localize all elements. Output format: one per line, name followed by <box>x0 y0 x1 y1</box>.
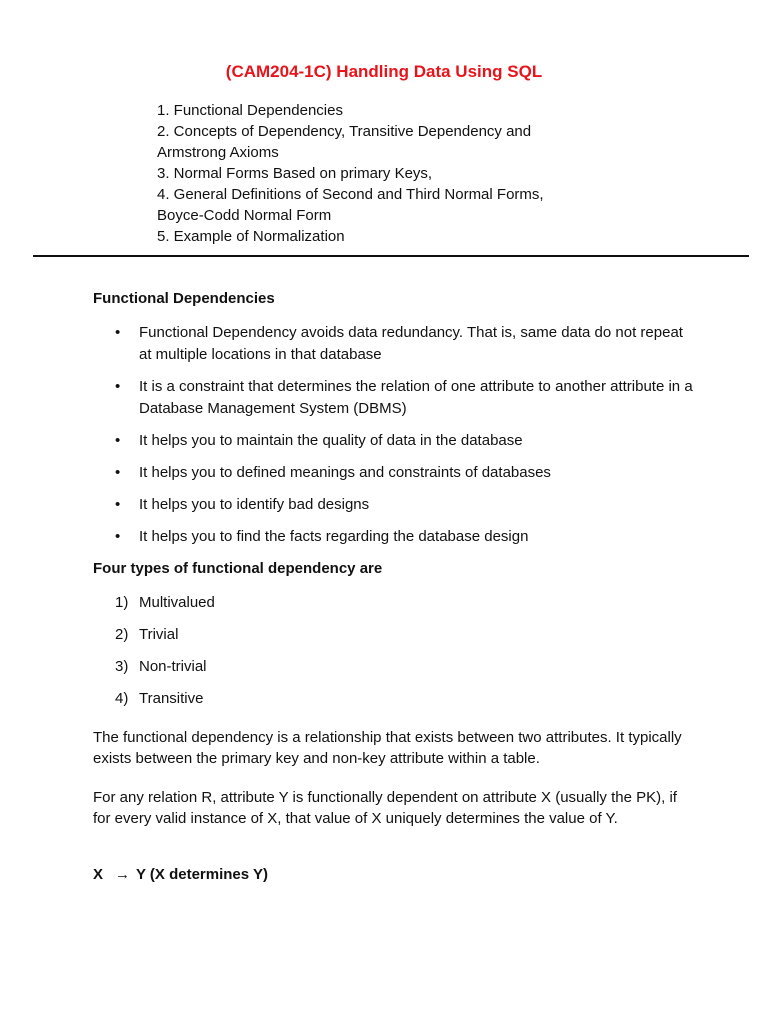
section-heading: Functional Dependencies <box>93 290 275 307</box>
list-text: Non-trivial <box>139 658 207 675</box>
types-heading: Four types of functional dependency are <box>93 560 383 577</box>
formula-right: Y (X determines Y) <box>136 866 269 883</box>
list-item <box>93 462 693 484</box>
bullet-text: It helps you to defined meanings and constraints of databases <box>139 464 551 481</box>
list-number: 4) <box>115 690 129 707</box>
toc-line: 3. Normal Forms Based on primary Keys, <box>157 165 433 182</box>
types-list <box>93 592 493 720</box>
list-number: 2) <box>115 626 129 643</box>
list-item <box>93 376 693 420</box>
bullet-icon: • <box>115 324 121 341</box>
list-item <box>93 656 493 688</box>
toc-line: 2. Concepts of Dependency, Transitive Dependency and <box>157 123 532 140</box>
toc-line: 4. General Definitions of Second and Third Normal Forms, <box>157 186 544 203</box>
bullet-list <box>93 322 693 548</box>
list-text: Transitive <box>139 690 204 707</box>
bullet-icon: • <box>115 378 121 395</box>
list-number: 3) <box>115 658 129 675</box>
page-title: (CAM204-1C) Handling Data Using SQL <box>225 62 543 81</box>
paragraph: For any relation R, attribute Y is functionally dependent on attribute X (usually the PK), if for every valid instance of X, that value of X uniquely determines the value of Y. <box>93 789 677 827</box>
list-number: 1) <box>115 594 129 611</box>
formula-left: X <box>93 866 104 883</box>
bullet-text: It helps you to find the facts regarding the database design <box>139 528 529 545</box>
toc-line: Boyce-Codd Normal Form <box>157 207 332 224</box>
bullet-text: Functional Dependency avoids data redundancy. That is, same data do not repeat at multiple locations in that database <box>139 324 683 363</box>
bullet-icon: • <box>115 496 121 513</box>
bullet-icon: • <box>115 432 121 449</box>
list-item <box>93 494 693 516</box>
list-item <box>93 322 693 366</box>
horizontal-divider <box>33 255 749 257</box>
paragraph: The functional dependency is a relationship that exists between two attributes. It typically exists between the primary key and non-key attribute within a table. <box>93 729 682 767</box>
table-of-contents <box>157 100 607 247</box>
bullet-text: It is a constraint that determines the relation of one attribute to another attribute in a Database Management System (DBMS) <box>139 378 693 417</box>
bullet-text: It helps you to identify bad designs <box>139 496 370 513</box>
list-item <box>93 624 493 656</box>
formula <box>93 866 268 883</box>
toc-line: 5. Example of Normalization <box>157 228 345 245</box>
list-item <box>93 526 693 548</box>
list-item <box>93 592 493 624</box>
toc-line: 1. Functional Dependencies <box>157 102 343 119</box>
arrow-icon: → <box>115 866 131 883</box>
bullet-icon: • <box>115 464 121 481</box>
list-item <box>93 688 493 720</box>
list-text: Trivial <box>139 626 179 643</box>
list-text: Multivalued <box>139 594 215 611</box>
bullet-text: It helps you to maintain the quality of data in the database <box>139 432 523 449</box>
bullet-icon: • <box>115 528 121 545</box>
list-item <box>93 430 693 452</box>
toc-line: Armstrong Axioms <box>157 144 279 161</box>
